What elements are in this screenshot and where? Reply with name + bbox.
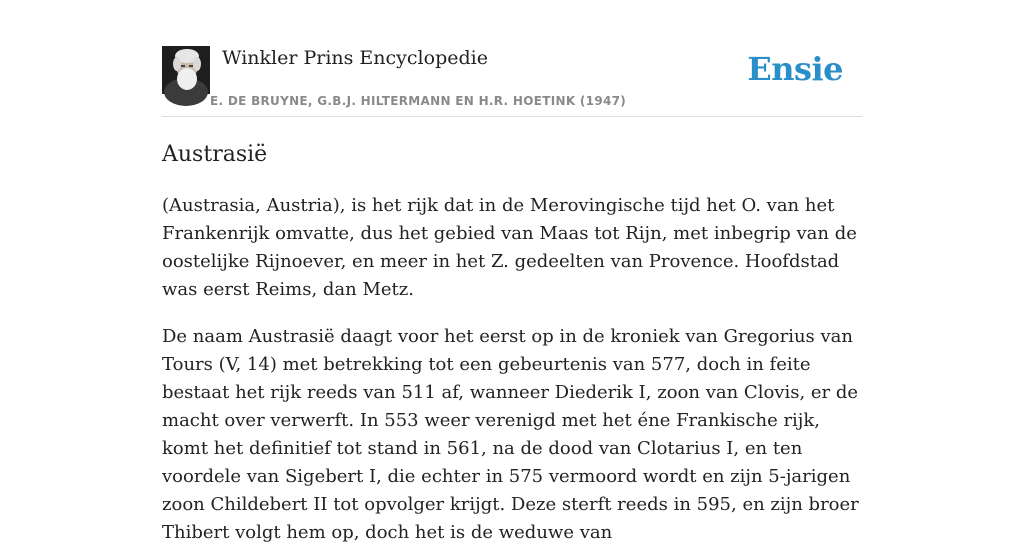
- author-avatar: [162, 46, 210, 94]
- article: [162, 140, 862, 547]
- article-paragraph: De naam Austrasië daagt voor het eerst op in de kroniek van Gregorius van Tours (V, 14) met betrekking tot een gebeurtenis van 577, doch in feite bestaat het rijk reeds van 511 af, wanneer Diederik I, zoon van Clovis, er de macht over verwerft. In 553 weer verenigd met het éne Frankische rijk, komt het definitief tot stand in 561, na de dood van Clotarius I, en ten voordele van Sigebert I, die echter in 575 vermoord wordt en zijn 5-jarigen zoon Childebert II tot opvolger krijgt. Deze sterft reeds in 595, en zijn broer Thibert volgt hem op, doch het is de weduwe van: [162, 326, 859, 543]
- book-authors: E. DE BRUYNE, G.B.J. HILTERMANN EN H.R. HOETINK (1947): [210, 94, 627, 108]
- site-header: [162, 46, 862, 117]
- article-paragraph: (Austrasia, Austria), is het rijk dat in de Merovingische tijd het O. van het Frankenrijk omvatte, dus het gebied van Maas tot Rijn, met inbegrip van de oostelijke Rijnoever, en meer in het Z. gedeelten van Provence. Hoofdstad was eerst Reims, dan Metz.: [162, 195, 857, 300]
- brand-logo[interactable]: Ensie: [747, 50, 843, 88]
- author-portrait-image: [162, 46, 210, 94]
- book-title[interactable]: Winkler Prins Encyclopedie: [222, 47, 488, 69]
- article-title: Austrasië: [162, 142, 268, 167]
